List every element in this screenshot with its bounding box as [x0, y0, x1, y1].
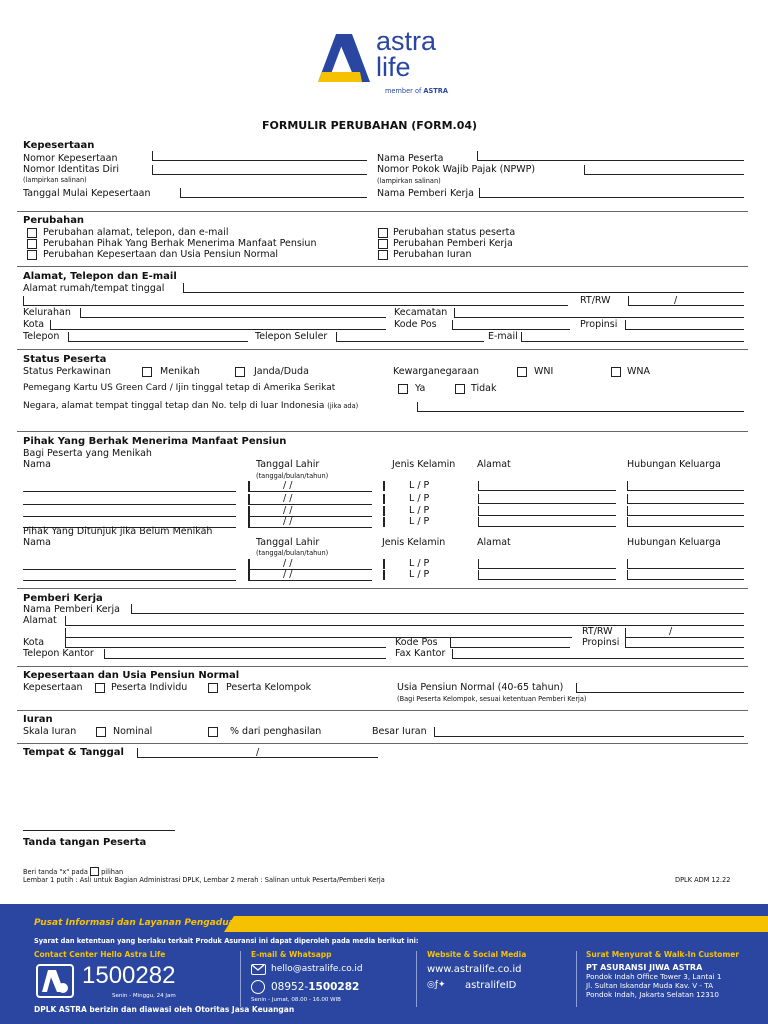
astra-life-logo — [316, 26, 466, 98]
checkbox-perubahan-alamat[interactable] — [27, 228, 37, 238]
tagline-brand: ASTRA — [423, 87, 448, 95]
pihak-menikah-row-tgl-field[interactable] — [248, 504, 372, 505]
option-tidak: Tidak — [471, 383, 497, 394]
label-besar-iuran: Besar Iuran — [372, 726, 427, 737]
kecamatan-field[interactable] — [454, 308, 744, 318]
divider — [17, 710, 748, 711]
pihak-sub-menikah: Bagi Peserta yang Menikah — [23, 448, 152, 459]
checkbox-persen[interactable] — [208, 727, 218, 737]
besar-iuran-field[interactable] — [434, 727, 744, 737]
checkbox-menikah[interactable] — [142, 367, 152, 377]
footer-divider-2 — [416, 951, 417, 1007]
footer — [0, 904, 768, 1024]
label-telepon-kantor: Telepon Kantor — [23, 648, 94, 659]
note-beri-tanda — [23, 867, 123, 876]
contact-phone-hours: Senin - Minggu, 24 Jam — [112, 993, 176, 999]
label-npwp: Nomor Pokok Wajib Pajak (NPWP) — [377, 164, 536, 175]
option-wna: WNA — [627, 366, 650, 377]
col-hubungan-2: Hubungan Keluarga — [627, 537, 721, 548]
web-title: Website & Social Media — [427, 950, 527, 959]
whatsapp-hours: Senin - Jumat, 08.00 - 16.00 WIB — [251, 997, 341, 1003]
label-status-perkawinan: Status Perkawinan — [23, 366, 111, 377]
col-tanggal-lahir-2: Tanggal Lahir — [256, 537, 320, 548]
pihak-ditunjuk-row-alamat-field[interactable] — [478, 559, 616, 569]
label-alamat-pemberi: Alamat — [23, 615, 57, 626]
negara-field[interactable] — [417, 402, 744, 412]
pihak-menikah-row-hubungan-field[interactable] — [627, 517, 744, 527]
option-peserta-kelompok: Peserta Kelompok — [226, 682, 312, 693]
pihak-ditunjuk-row-tgl-start — [248, 559, 250, 569]
pihak-menikah-row-tgl-field[interactable] — [248, 516, 372, 517]
footer-divider-1 — [240, 951, 241, 1007]
checkbox-tidak[interactable] — [455, 384, 465, 394]
option-nominal: Nominal — [113, 726, 153, 737]
checkbox-peserta-individu[interactable] — [95, 683, 105, 693]
checkbox-wni[interactable] — [517, 367, 527, 377]
col-alamat: Alamat — [477, 459, 511, 470]
telepon-field[interactable] — [68, 332, 248, 342]
wa-prefix: 08952- — [271, 981, 309, 993]
contact-title: Contact Center Hello Astra Life — [34, 950, 166, 959]
wa-number: 1500282 — [308, 981, 360, 993]
telepon-kantor-field[interactable] — [104, 649, 386, 659]
checkbox-peserta-kelompok[interactable] — [208, 683, 218, 693]
option-perubahan-iuran: Perubahan Iuran — [393, 249, 472, 260]
pihak-ditunjuk-row-tgl-field[interactable] — [248, 569, 372, 570]
note-beri-tanda-post: pilihan — [101, 868, 124, 876]
email-title: E-mail & Whatsapp — [251, 950, 332, 959]
kepesertaan-usia-heading: Kepesertaan dan Usia Pensiun Normal — [23, 670, 240, 681]
label-kewarganegaraan: Kewarganegaraan — [393, 366, 480, 377]
label-usia-pensiun: Usia Pensiun Normal (40-65 tahun) — [397, 682, 564, 693]
label-nomor-identitas: Nomor Identitas Diri — [23, 164, 119, 175]
alamat-pemberi-field-2[interactable] — [65, 628, 572, 638]
alamat-rumah-field-2[interactable] — [23, 296, 568, 306]
logo-word-life: life — [376, 52, 411, 82]
option-wni: WNI — [534, 366, 554, 377]
option-perubahan-pihak: Perubahan Pihak Yang Berhak Menerima Manfaat Pensiun — [43, 238, 317, 249]
option-persen: % dari penghasilan — [230, 726, 322, 737]
mail-icon — [251, 964, 266, 975]
pihak-heading: Pihak Yang Berhak Menerima Manfaat Pensiun — [23, 436, 287, 447]
label-email: E-mail — [488, 331, 518, 342]
lampirkan-identitas: (lampirkan salinan) — [23, 176, 87, 184]
pihak-menikah-row-alamat-field[interactable] — [478, 517, 616, 527]
iuran-heading: Iuran — [23, 714, 53, 725]
form-title: FORMULIR PERUBAHAN (FORM.04) — [262, 119, 478, 132]
label-fax-kantor: Fax Kantor — [395, 648, 446, 659]
footer-company: PT ASURANSI JIWA ASTRA — [586, 963, 703, 972]
label-skala-iuran: Skala Iuran — [23, 726, 77, 737]
col-tanggal-format-2: (tanggal/bulan/tahun) — [256, 549, 329, 557]
option-perubahan-kepesertaan: Perubahan Kepesertaan dan Usia Pensiun Normal — [43, 249, 279, 260]
footer-social[interactable]: astralifeID — [465, 980, 517, 991]
label-telepon-seluler: Telepon Seluler — [255, 331, 328, 342]
footer-website[interactable]: www.astralife.co.id — [427, 964, 522, 975]
instagram-icon[interactable]: ◎ — [427, 980, 435, 990]
checkbox-perubahan-pihak[interactable] — [27, 239, 37, 249]
pihak-menikah-row-nama-field[interactable] — [23, 504, 236, 505]
option-perubahan-alamat: Perubahan alamat, telepon, dan e-mail — [43, 227, 229, 238]
pihak-ditunjuk-row-jk-lp[interactable]: L / P — [409, 569, 430, 580]
nama-peserta-field[interactable] — [477, 151, 744, 161]
col-nama-2: Nama — [23, 537, 52, 548]
footer-ojk: DPLK ASTRA berizin dan diawasi oleh Otoritas Jasa Keuangan — [34, 1005, 295, 1014]
label-nomor-kepesertaan: Nomor Kepesertaan — [23, 153, 118, 164]
option-ya: Ya — [415, 383, 426, 394]
legend-checkbox-icon — [90, 867, 99, 876]
label-kecamatan: Kecamatan — [394, 307, 448, 318]
tanggal-mulai-field[interactable] — [180, 188, 367, 198]
footer-email[interactable]: hello@astralife.co.id — [271, 964, 363, 974]
pihak-menikah-row-tgl-sep: / / — [283, 505, 293, 516]
col-tanggal-lahir: Tanggal Lahir — [256, 459, 320, 470]
nomor-kepesertaan-field[interactable] — [152, 151, 367, 161]
pihak-sub-belum-menikah: Pihak Yang Ditunjuk jika Belum Menikah — [23, 526, 213, 537]
propinsi-pemberi-field[interactable] — [625, 638, 744, 648]
pihak-ditunjuk-row-tgl-start — [248, 570, 250, 580]
label-rtrw: RT/RW — [580, 295, 611, 306]
pihak-menikah-row-jk-bar — [383, 481, 385, 491]
status-heading: Status Peserta — [23, 354, 107, 365]
pihak-menikah-row-hubungan-field[interactable] — [627, 481, 744, 491]
label-propinsi: Propinsi — [580, 319, 618, 330]
label-kelurahan: Kelurahan — [23, 307, 71, 318]
whatsapp-icon — [251, 980, 265, 994]
banner-text: Pusat Informasi dan Layanan Pengaduan — [34, 918, 242, 928]
pihak-menikah-row-hubungan-field[interactable] — [627, 494, 744, 504]
footer-banner — [22, 916, 768, 932]
footer-divider-3 — [576, 951, 577, 1007]
footer-whatsapp[interactable] — [271, 981, 359, 993]
divider — [17, 349, 748, 350]
col-tanggal-format: (tanggal/bulan/tahun) — [256, 472, 329, 480]
telepon-seluler-field[interactable] — [336, 332, 484, 342]
twitter-icon[interactable]: ✦ — [438, 980, 446, 990]
pihak-menikah-row-tgl-sep: / / — [283, 493, 293, 504]
divider — [17, 666, 748, 667]
pihak-ditunjuk-row-jk-bar — [383, 559, 385, 569]
label-green-card: Pemegang Kartu US Green Card / Ijin tinggal tetap di Amerika Serikat — [23, 383, 336, 393]
signature-line[interactable] — [23, 830, 175, 831]
facebook-icon[interactable]: ƒ — [434, 980, 439, 990]
label-nama-pemberi-kerja: Nama Pemberi Kerja — [377, 188, 474, 199]
perubahan-heading: Perubahan — [23, 215, 85, 226]
tempat-slash: / — [256, 747, 260, 758]
footer-addr1: Pondok Indah Office Tower 3, Lantai 1 — [586, 972, 722, 981]
label-telepon: Telepon — [23, 331, 60, 342]
propinsi-field[interactable] — [625, 320, 744, 330]
rtrw-field[interactable] — [628, 296, 744, 306]
col-nama: Nama — [23, 459, 52, 470]
note-beri-tanda-pre: Beri tanda "x" pada — [23, 868, 88, 876]
pihak-ditunjuk-row-tgl-sep: / / — [283, 558, 293, 569]
checkbox-ya[interactable] — [398, 384, 408, 394]
label-kota: Kota — [23, 319, 45, 330]
pemberi-heading: Pemberi Kerja — [23, 593, 103, 604]
divider — [17, 743, 748, 744]
pihak-menikah-row-nama-field[interactable] — [23, 516, 236, 517]
npwp-field[interactable] — [584, 165, 744, 175]
footer-addr2: Jl. Sultan Iskandar Muda Kav. V - TA — [586, 981, 714, 990]
alamat-rumah-field[interactable] — [183, 283, 744, 293]
option-perubahan-pemberi: Perubahan Pemberi Kerja — [393, 238, 513, 249]
pihak-menikah-row-jk-lp[interactable]: L / P — [409, 493, 430, 504]
pihak-ditunjuk-row-jk-lp[interactable]: L / P — [409, 558, 430, 569]
label-kode-pos-pemberi: Kode Pos — [395, 637, 438, 648]
col-jenis-kelamin-2: Jenis Kelamin — [382, 537, 446, 548]
option-menikah: Menikah — [160, 366, 200, 377]
checkbox-perubahan-kepesertaan[interactable] — [27, 250, 37, 260]
rtrw-slash: / — [674, 295, 678, 306]
note-lembar: Lembar 1 putih : Asli untuk Bagian Administrasi DPLK, Lembar 2 merah : Salinan untuk Peserta/Pemberi Kerja — [23, 876, 385, 884]
pihak-menikah-row-tgl-field[interactable] — [248, 527, 372, 528]
checkbox-janda-duda[interactable] — [235, 367, 245, 377]
pihak-ditunjuk-row-alamat-field[interactable] — [478, 570, 616, 580]
kota-field[interactable] — [50, 320, 386, 330]
pihak-ditunjuk-row-tgl-sep: / / — [283, 569, 293, 580]
jika-ada: (jika ada) — [327, 402, 359, 410]
phone-logo-icon — [36, 964, 74, 998]
label-propinsi-pemberi: Propinsi — [582, 637, 620, 648]
nomor-identitas-field[interactable] — [152, 165, 367, 175]
option-perubahan-status: Perubahan status peserta — [393, 227, 516, 238]
usia-pensiun-note: (Bagi Peserta Kelompok, sesuai ketentuan Pemberi Kerja) — [397, 695, 587, 703]
alamat-heading: Alamat, Telepon dan E-mail — [23, 271, 177, 282]
pihak-menikah-row-nama-field[interactable] — [23, 491, 236, 492]
pihak-menikah-row-jk-lp[interactable]: L / P — [409, 480, 430, 491]
office-title: Surat Menyurat & Walk-In Customer — [586, 950, 740, 959]
astra-logo-mark-icon — [316, 32, 372, 84]
pihak-ditunjuk-row-tgl-field[interactable] — [248, 580, 372, 581]
pihak-menikah-row-tgl-field[interactable] — [248, 491, 372, 492]
footer-addr3: Pondok Indah, Jakarta Selatan 12310 — [586, 990, 719, 999]
pihak-ditunjuk-row-nama-field[interactable] — [23, 580, 236, 581]
pihak-ditunjuk-row-nama-field[interactable] — [23, 569, 236, 570]
pihak-menikah-row-hubungan-field[interactable] — [627, 506, 744, 516]
col-hubungan: Hubungan Keluarga — [627, 459, 721, 470]
nama-pemberi-field[interactable] — [131, 604, 744, 614]
label-nama-pemberi: Nama Pemberi Kerja — [23, 604, 120, 615]
kode-pos-pemberi-field[interactable] — [450, 638, 570, 648]
pihak-menikah-row-alamat-field[interactable] — [478, 494, 616, 504]
footer-syarat: Syarat dan ketentuan yang berlaku terkait Produk Asuransi ini dapat diperoleh pada media berikut ini: — [34, 937, 419, 945]
pihak-menikah-row-alamat-field[interactable] — [478, 506, 616, 516]
label-kota-pemberi: Kota — [23, 637, 45, 648]
negara-text: Negara, alamat tempat tinggal tetap dan No. telp di luar Indonesia — [23, 401, 325, 411]
contact-phone[interactable]: 1500282 — [82, 962, 176, 989]
col-jenis-kelamin: Jenis Kelamin — [392, 459, 456, 470]
checkbox-perubahan-status[interactable] — [378, 228, 388, 238]
label-tanggal-mulai: Tanggal Mulai Kepesertaan — [23, 188, 151, 199]
label-kepesertaan-type: Kepesertaan — [23, 682, 83, 693]
kota-pemberi-field[interactable] — [65, 638, 386, 648]
pihak-menikah-row-jk-bar — [383, 517, 385, 527]
label-rtrw-pemberi: RT/RW — [582, 626, 613, 637]
pihak-menikah-row-jk-bar — [383, 494, 385, 504]
label-kode-pos: Kode Pos — [394, 319, 437, 330]
pihak-ditunjuk-row-hubungan-field[interactable] — [627, 559, 744, 569]
pihak-menikah-row-tgl-sep: / / — [283, 516, 293, 527]
tagline-prefix: member of — [385, 87, 422, 95]
email-field[interactable] — [521, 332, 744, 342]
divider — [17, 211, 748, 212]
kepesertaan-heading: Kepesertaan — [23, 140, 95, 151]
pihak-menikah-row-tgl-start — [248, 506, 250, 516]
rtrw-pemberi-field[interactable] — [625, 628, 744, 638]
kode-pos-field[interactable] — [452, 320, 570, 330]
alamat-pemberi-field[interactable] — [65, 616, 744, 626]
logo-tagline — [385, 87, 448, 95]
option-peserta-individu: Peserta Individu — [111, 682, 188, 693]
checkbox-wna[interactable] — [611, 367, 621, 377]
doc-code: DPLK ADM 12.22 — [675, 876, 731, 884]
rtrw-pemberi-slash: / — [669, 626, 673, 637]
pihak-menikah-row-jk-lp[interactable]: L / P — [409, 516, 430, 527]
social-icons — [427, 980, 446, 991]
pihak-menikah-row-jk-bar — [383, 506, 385, 516]
divider — [17, 431, 748, 432]
usia-pensiun-field[interactable] — [576, 683, 744, 693]
kelurahan-field[interactable] — [80, 308, 386, 318]
pihak-menikah-row-jk-lp[interactable]: L / P — [409, 505, 430, 516]
fax-kantor-field[interactable] — [452, 649, 744, 659]
option-janda-duda: Janda/Duda — [254, 366, 309, 377]
pihak-ditunjuk-row-hubungan-field[interactable] — [627, 570, 744, 580]
divider — [17, 266, 748, 267]
pihak-menikah-row-tgl-start — [248, 517, 250, 527]
checkbox-nominal[interactable] — [96, 727, 106, 737]
pihak-menikah-row-alamat-field[interactable] — [478, 481, 616, 491]
label-nama-peserta: Nama Peserta — [377, 153, 444, 164]
tempat-heading: Tempat & Tanggal — [23, 747, 124, 758]
pihak-menikah-row-tgl-start — [248, 494, 250, 504]
pihak-ditunjuk-row-jk-bar — [383, 570, 385, 580]
col-alamat-2: Alamat — [477, 537, 511, 548]
pihak-menikah-row-tgl-start — [248, 481, 250, 491]
label-negara — [23, 401, 358, 412]
tanda-tangan-label: Tanda tangan Peserta — [23, 837, 147, 848]
checkbox-perubahan-iuran[interactable] — [378, 250, 388, 260]
pihak-menikah-row-tgl-sep: / / — [283, 480, 293, 491]
checkbox-perubahan-pemberi[interactable] — [378, 239, 388, 249]
lampirkan-npwp: (lampirkan salinan) — [377, 177, 441, 185]
logo-word-astra: astra — [376, 26, 437, 56]
divider — [17, 588, 748, 589]
label-alamat-rumah: Alamat rumah/tempat tinggal — [23, 283, 165, 294]
nama-pemberi-kerja-field[interactable] — [479, 188, 744, 198]
